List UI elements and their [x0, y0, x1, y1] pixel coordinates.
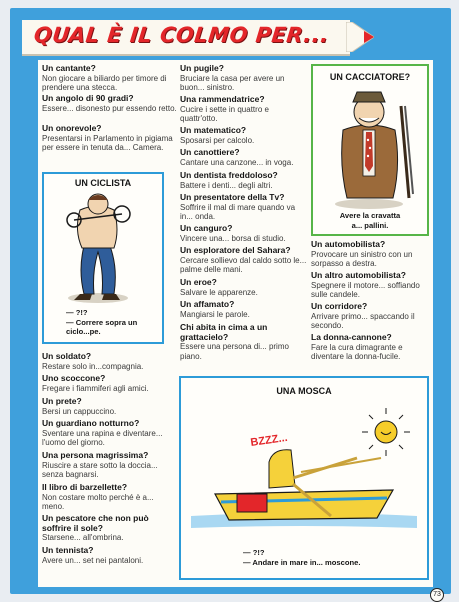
entry-grattacielo: Chi abita in cima a un grattacielo? Essere una persona di... primo piano. — [180, 322, 289, 361]
cacciatore-panel — [311, 64, 429, 236]
title-banner — [22, 20, 350, 56]
entry-angolo: Un angolo di 90 gradi? Essere... disonesto pur essendo retto. — [42, 93, 177, 113]
entry-dentista: Un dentista freddoloso? Battere i denti... degli altri. — [180, 170, 278, 190]
entry-corridore: Un corridore? Arrivare primo... spaccando il secondo. — [311, 301, 415, 331]
entry-rammendatrice: Una rammendatrice? Cucire i sette in quattro e quattr'otto. — [180, 94, 269, 124]
magazine-page — [10, 8, 451, 598]
entry-canguro: Un canguro? Vincere una... borsa di studio. — [180, 223, 286, 243]
cacciatore-caption-1: Avere la cravatta — [339, 211, 401, 220]
mosca-sound-text: BZZZ... — [249, 431, 289, 449]
ciclista-caption-2: — Correre sopra un ciclo...pe. — [66, 318, 138, 336]
entry-cantante: Un cantante? Non giocare a biliardo per timore di prendere una stecca. — [42, 63, 167, 93]
entry-scoccone: Uno scoccone? Fregare i fiammiferi agli amici. — [42, 373, 149, 393]
pencil-tip-icon — [346, 22, 374, 52]
page-number: 73 — [430, 588, 444, 602]
entry-tennista: Un tennista? Avere un... set nei pantaloni. — [42, 545, 144, 565]
mosca-panel — [179, 376, 429, 580]
page-title: QUAL È IL COLMO PER... — [32, 23, 331, 47]
entry-donna-cannone: La donna-cannone? Fare la cura dimagrante e diventare la donna-fucile. — [311, 332, 403, 362]
cacciatore-title: UN CACCIATORE? — [329, 72, 411, 82]
mosca-illustration — [181, 398, 427, 548]
entry-magrissima: Una persona magrissima? Riuscire a stare sotto la doccia... senza bagnarsi. — [42, 450, 158, 480]
entry-pescatore: Un pescatore che non può soffrire il sole? Starsene... all'ombrina. — [42, 513, 149, 543]
entry-automobilista: Un automobilista? Provocare un sinistro con un sorpasso a destra. — [311, 239, 413, 269]
entry-soldato: Un soldato? Restare solo in...compagnia. — [42, 351, 144, 371]
cacciatore-illustration — [313, 86, 427, 210]
mosca-caption-1: — ?!? — [243, 548, 265, 557]
entry-prete: Un prete? Bersi un cappuccino. — [42, 396, 117, 416]
ciclista-illustration — [44, 190, 162, 310]
sun-icon — [375, 421, 397, 443]
entry-altro-automobilista: Un altro automobilista? Spegnere il motore... soffiando sulle candele. — [311, 270, 420, 300]
entry-guardiano: Un guardiano notturno? Sventare una rapina e diventare... l'uomo del giorno. — [42, 418, 163, 448]
entry-pugile: Un pugile? Bruciare la casa per avere un buon... sinistro. — [180, 63, 285, 93]
entry-affamato: Un affamato? Mangiarsi le parole. — [180, 299, 250, 319]
mosca-title: UNA MOSCA — [276, 386, 332, 396]
entry-matematico: Un matematico? Sposarsi per calcolo. — [180, 125, 255, 145]
mosca-caption-2: — Andare in mare in... moscone. — [243, 558, 361, 567]
entry-eroe: Un eroe? Salvare le apparenze. — [180, 277, 258, 297]
entry-barzellette: Il libro di barzellette? Non costare molto perché è a... meno. — [42, 482, 154, 512]
entry-canottiere: Un canottiere? Cantare una canzone... in voga. — [180, 147, 294, 167]
entry-presentatore: Un presentatore della Tv? Soffrire il mal di mare quando va in... onda. — [180, 192, 296, 222]
ciclista-panel — [42, 172, 164, 344]
ciclista-caption-1: — ?!? — [66, 308, 88, 317]
entry-onorevole: Un onorevole? Presentarsi in Parlamento in pigiama per essere in tenuta da... Camera. — [42, 123, 173, 153]
content-area — [38, 60, 433, 587]
cacciatore-caption-2: a... pallini. — [351, 221, 389, 230]
ciclista-title: UN CICLISTA — [74, 178, 132, 188]
entry-esploratore: Un esploratore del Sahara? Cercare sollievo dal caldo sotto le... palme delle mani. — [180, 245, 307, 275]
